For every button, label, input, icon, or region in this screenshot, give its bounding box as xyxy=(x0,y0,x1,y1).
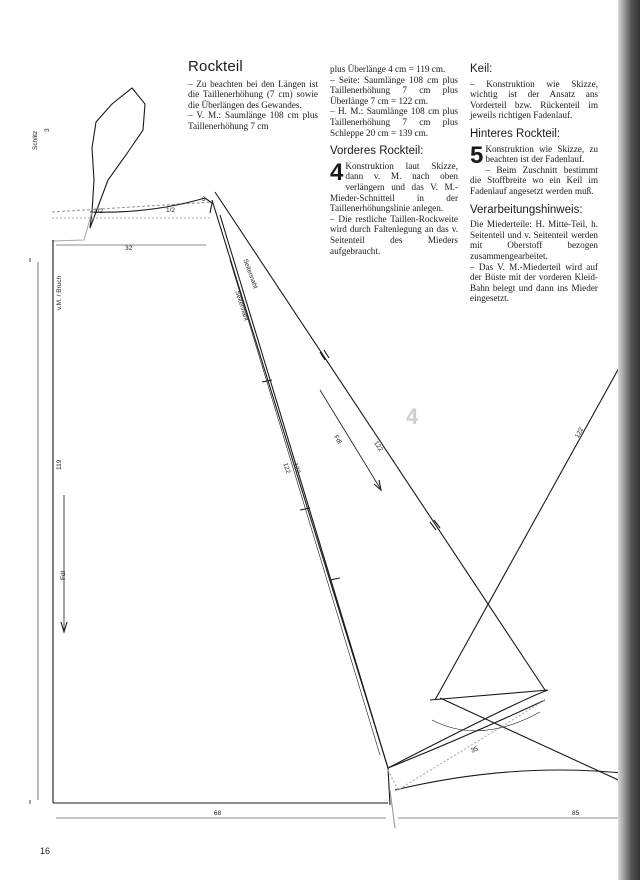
bodice-outline xyxy=(90,88,145,228)
col1-para-1: – Zu beachten bei den Längen ist die Taillenerhöhung (7 cm) sowie die Überlängen des Gewandes. xyxy=(188,78,318,110)
col1-para-2: – V. M.: Saumlänge 108 cm plus Taillenerhöhung 7 cm xyxy=(188,110,318,131)
schlitz-value: 3 xyxy=(44,128,51,132)
waist-curve xyxy=(90,198,212,213)
waist-band-line xyxy=(52,202,212,212)
waist-left-grey xyxy=(52,212,92,241)
verarb-text-1: Die Miederteile: H. Mitte-Teil, h. Seitenteil und v. Seitenteil werden mit Oberstoff bezogen zusammengearbeitet. xyxy=(470,219,598,261)
heading-hinteres-rockteil: Hinteres Rockteil: xyxy=(470,127,561,140)
fdl-keil-label: Fdl xyxy=(332,434,343,446)
dim-35-line xyxy=(432,712,540,731)
dim-122-label-c: 122 xyxy=(372,440,385,453)
back-outline-grey xyxy=(390,790,395,828)
col2-body: Konstruktion laut Skizze, dann v. M. nach oben verlängern und das V. M.-Mieder-Schnitteil in der Taillenerhöhungslinie anlegen. xyxy=(330,160,458,214)
fdl-label: Fdl xyxy=(60,570,67,580)
heading-verarbeitungshinweis: Verarbeitungshinweis: xyxy=(470,203,583,216)
binding-shadow xyxy=(618,0,640,880)
verarb-text-2: – Das V. M.-Miederteil wird auf der Büste mit der vorderen Kleid-Bahn belegt und dann ins Mieder eingesetzt. xyxy=(470,261,598,304)
piece-number: 4 xyxy=(406,404,419,429)
vm-bruch-label: v.M. / Bruch xyxy=(56,275,63,310)
front-skirt-corner xyxy=(388,768,390,805)
grain-arrow-keil-head xyxy=(374,480,381,490)
page-number: 16 xyxy=(40,846,51,856)
text-column-2 xyxy=(330,64,458,256)
dim-35-label: 35 xyxy=(470,745,480,755)
dropcap-4: 4 xyxy=(330,158,344,186)
text-column-1 xyxy=(188,58,318,132)
dropcap-5: 5 xyxy=(470,141,484,169)
hinteres-text: Konstruktion wie Skizze, zu beachten ist der Fadenlauf. xyxy=(485,143,598,165)
grain-arrow-keil xyxy=(320,390,380,488)
col2-intro-2: – Seite: Saumlänge 108 cm plus Taillenerhöhung 7 cm plus Überlänge 7 cm = 122 cm. xyxy=(330,74,458,106)
hinteres-text-2: – Beim Zuschnitt bestimmt die Stoffbreite wo ein Keil im Fadenlauf angesetzt werden muß. xyxy=(470,164,598,196)
back-hem-curve xyxy=(430,690,548,700)
back-skirt-left xyxy=(435,330,640,700)
keil-text: – Konstruktion wie Skizze, wichtig ist der Ansatz ans Vorderteil bzw. Rückenteil im jeweils richtigen Fadenlauf. xyxy=(470,78,598,121)
notch-5 xyxy=(330,578,340,580)
dim-68-label: 68 xyxy=(214,810,222,817)
half-label-2: 1/2 xyxy=(166,207,176,214)
dim-122-label-a: 122 xyxy=(281,462,292,475)
schlitz-label: Schlitz xyxy=(32,130,39,150)
half-label-1: 1/2 xyxy=(94,208,104,215)
dim-122-label-d: 122 xyxy=(574,426,586,440)
keil-mid xyxy=(230,260,380,755)
dim-119-label: 119 xyxy=(56,459,63,470)
col2-intro-1: plus Überlänge 4 cm = 119 cm. xyxy=(330,64,446,74)
col2-body-2: – Die restliche Taillen-Rockweite wird durch Faltenlegung an das v. Seitenteil des Mieders aufgebraucht. xyxy=(330,213,458,256)
dim-122-label-b: 122 xyxy=(291,462,302,475)
dim-3-label: 3 xyxy=(202,196,206,203)
back-skirt-hem xyxy=(388,690,548,768)
keil-inner xyxy=(220,215,388,768)
heading-keil: Keil: xyxy=(470,63,493,75)
seitennaht-label-2: Seitennaht xyxy=(233,290,250,322)
dim-32-label: 32 xyxy=(125,245,133,252)
dim-85-label: 85 xyxy=(572,810,580,817)
text-column-3 xyxy=(470,64,598,304)
col2-intro-3: – H. M.: Saumlänge 108 cm plus Taillenerhöhung 7 cm plus Schleppe 20 cm = 139 cm. xyxy=(330,106,458,138)
seitennaht-label-1: Seitennaht xyxy=(241,258,259,290)
heading-vorderes-rockteil: Vorderes Rockteil: xyxy=(330,145,424,158)
heading-rockteil: Rockteil xyxy=(188,58,243,75)
